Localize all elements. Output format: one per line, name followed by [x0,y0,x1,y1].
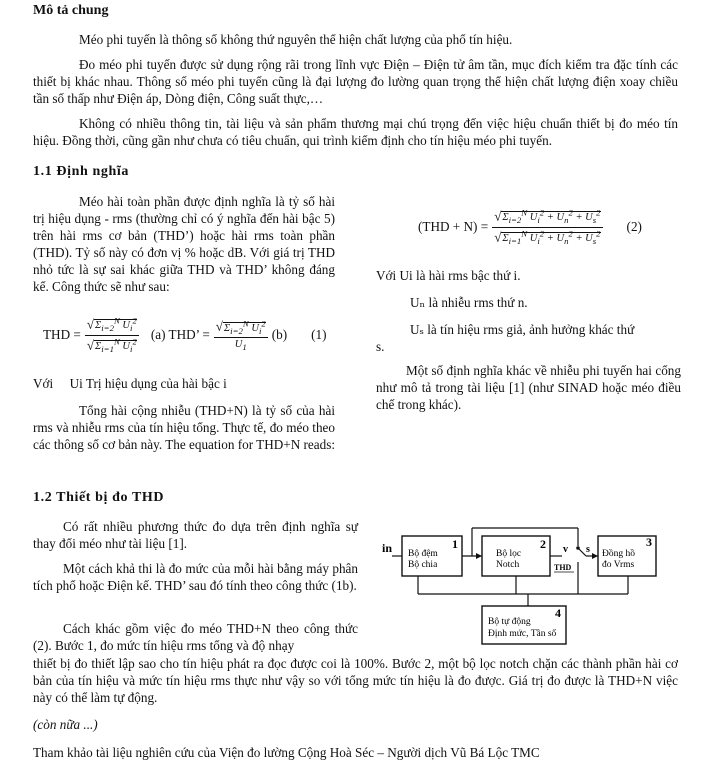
thd-measurement-diagram [378,522,660,650]
continued-note: (còn nữa ...) [33,717,98,732]
diagram-box3-line2: đo Vrms [602,560,635,570]
formula-thd [43,312,327,358]
diagram-switch-thd: THD [554,563,572,572]
formula-thd-n-fraction: $\frac{√\Sigma_{i=2}^N U_i^2 + U_n^2 + U_s^2}{√\Sigma_{i=1}^N U_i^2 + U_n^2 + U_s^2}$ [494,207,601,247]
diagram-box4-line2: Định mức, Tần số [488,629,557,639]
formula-thd-label-a: (a) THD’ = [150,327,210,342]
diagram-box4-number: 4 [555,606,561,620]
diagram-switch-s: s [586,544,590,555]
formula-thd-n [418,203,642,251]
diagram-box1-line1: Bộ đệm [408,549,438,559]
general-paragraph-3: Không có nhiều thông tin, tài liệu và sản phẩm thương mại chú trọng đến việc hiệu chuẩn thiết bị đo méo tín hiệu. Đồng thời, cũng gần như chưa có tiêu chuẩn, qui trình kiểm định cho tín hiệu méo phi tuyến. [33,116,678,148]
general-paragraph-2: Đo méo phi tuyến được sử dụng rộng rãi trong lĩnh vực Điện – Điện tử âm tần, mục đích kiểm tra đặc tính các thiết bị khác nhau. Thông số méo phi tuyến cũng là đại lượng đo lường quan trọng thể hiện chất lượng điện xoay chiều tần số thấp như Điện áp, Dòng điện, Công suất thực,… [33,57,678,106]
diagram-switch-v: v [563,544,568,555]
device-paragraph-3a: Cách khác gồm việc đo méo THD+N theo công thức (2). Bước 1, đo mức tín hiệu rms tổng và độ nhạy [33,621,358,653]
diagram-box3-number: 3 [646,535,652,549]
definition-left-paragraph-2: Tổng hài cộng nhiễu (THD+N) là tỷ số của hài rms và nhiễu rms của tín hiệu tổng. Thực tế, đo méo theo các thông số cơ bản này. The equation for THD+N reads: [33,403,336,452]
diagram-box2-line1: Bộ lọc [496,549,522,559]
definition-right-where-3b: s. [376,339,385,354]
formula-thd-n-lhs: (THD + N) = [418,219,489,234]
general-paragraph-1: Méo phi tuyến là thông số không thứ nguyên thể hiện chất lượng của phổ tín hiệu. [79,32,513,47]
definition-left-paragraph-1: Méo hài toàn phần được định nghĩa là tỷ số hài trị hiệu dụng - rms (thường chỉ có ý nghĩa đến hài bậc 5) trên hài rms cơ bản (THD’) hoặc hài rms toàn phần (THD). Tỷ số này có đơn vị % hoặc dB. Với giá trị THD nhỏ tức là sự sai khác giữa THD và THD’ không đáng kể. Công thức sẽ như sau: [33,194,335,294]
diagram-box4-line1: Bộ tự động [488,617,531,627]
formula-thd-fraction: $\frac{√\Sigma_{i=2}^N U_i^2}{√\Sigma_{i=1}^N U_i^2}$ [86,315,137,355]
diagram-box2-line2: Notch [496,560,520,570]
reference-note: Tham khảo tài liệu nghiên cứu của Viện đo lường Cộng Hoà Séc – Người dịch Vũ Bá Lộc TMC [33,745,540,760]
device-paragraph-2: Một cách khả thi là đo mức của mỗi hài bằng máy phân tích phổ hoặc Điện kế. THD’ sau đó tính theo công thức (1b). [33,561,358,593]
diagram-box2-number: 2 [540,537,546,551]
definition-right-where-1: Với Ui là hài rms bậc thứ i. [376,268,521,283]
diagram-box3-line1: Đồng hồ [602,549,635,559]
definition-left-where: Với Ui Trị hiệu dụng của hài bậc i [33,376,227,391]
diagram-input-label: in [382,541,393,555]
definition-right-where-3: Uₛ là tín hiệu rms giả, ảnh hưởng khác thứ [410,322,635,337]
section-definition-title: 1.1 Định nghĩa [33,164,129,179]
device-paragraph-1: Có rất nhiều phương thức đo dựa trên định nghĩa sự thay đổi méo như tài liệu [1]. [33,519,358,551]
formula-thd-prime-fraction: $\frac{√\Sigma_{i=2}^N U_i^2}{U_1}$ [215,318,266,352]
formula-thd-lhs: THD = [43,327,81,342]
device-paragraph-3b: thiết bị đo thiết lập sao cho tín hiệu phát ra đọc được coi là 100%. Bước 2, một bộ lọc notch chặn các thành phần hài cơ bản của tín hiệu và mức tín hiệu rms thực như vậy so với tổng mức tín hiệu là đo được. Giá trị đo được là THD+N việc này có thể làm tự động. [33,656,678,705]
definition-right-where-2: Uₙ là nhiễu rms thứ n. [410,295,528,310]
formula-thd-label-b: (b) [271,327,288,342]
formula-1-number: (1) [311,327,327,342]
diagram-box1-number: 1 [452,537,458,551]
formula-2-number: (2) [626,219,642,234]
diagram-box1-line2: Bộ chia [408,560,438,570]
definition-right-paragraph: Một số định nghĩa khác về nhiễu phi tuyến hai cổng như mô tả trong tài liệu [1] (như SINAD hoặc méo điều chế trong khác). [376,363,681,412]
section-general-title: Mô tả chung [33,3,109,18]
section-device-title: 1.2 Thiết bị đo THD [33,490,165,505]
